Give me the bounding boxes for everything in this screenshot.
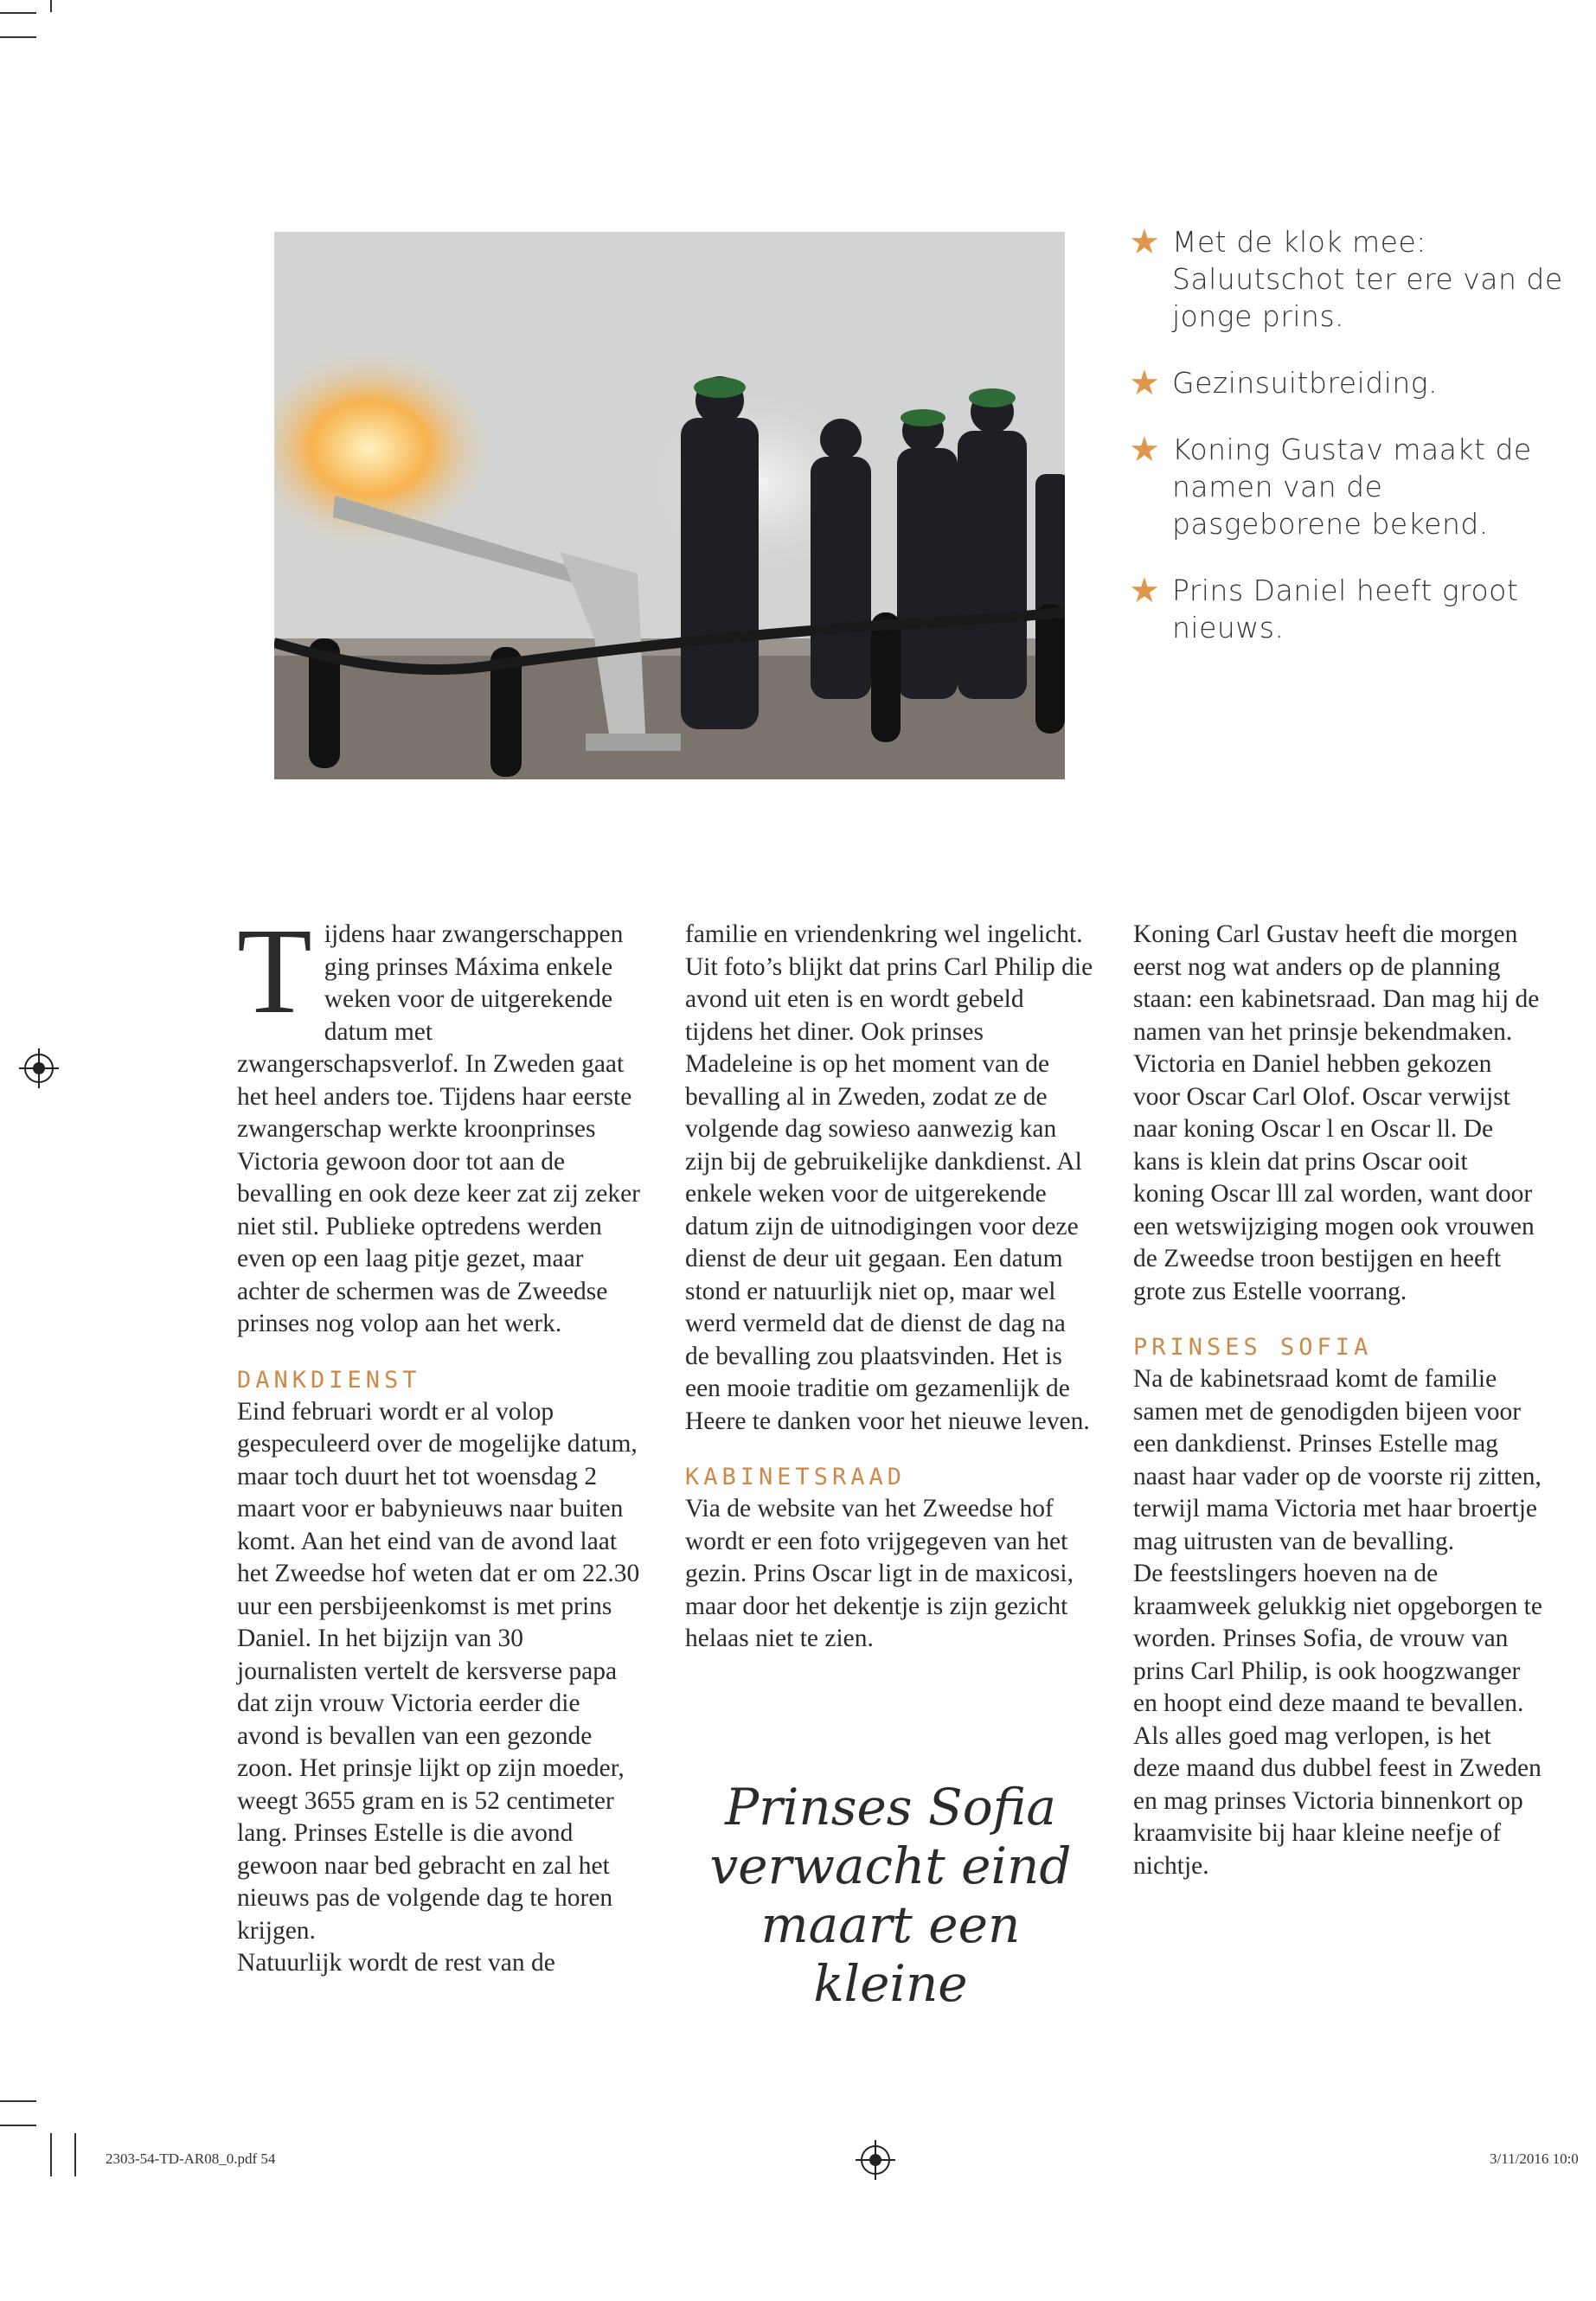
- body-paragraph: Na de kabinetsraad komt de familie samen met de genodigden bijeen voor een dankdienst. Prinses Estelle mag naast haar vader op de voorste rij zitten, terwijl mama Victoria met haar broertje mag uitrusten van de bevalling.: [1133, 1365, 1542, 1555]
- star-icon: ★: [1129, 571, 1160, 611]
- registration-mark-icon: [861, 2145, 890, 2175]
- drop-cap: T: [237, 902, 312, 1039]
- body-paragraph: Koning Carl Gustav heeft die morgen eerst nog wat anders op de planning staan: een kabinetsraad. Dan mag hij de namen van het prinsje bekendmaken. Victoria en Daniel hebben gekozen voor Oscar Carl Olof. Oscar verwijst naar koning Oscar l en Oscar ll. De kans is klein dat prins Oscar ooit koning Oscar lll zal worden, want door een wetswijziging mogen ook vrouwen de Zweedse troon bestijgen en heeft grote zus Estelle voorrang.: [1133, 920, 1540, 1305]
- footer-date-slug: 3/11/2016 10:0: [1490, 2150, 1579, 2167]
- crop-mark: [0, 36, 36, 38]
- intro-text: ijdens haar zwangerschappen ging prinses Máxima enkele weken voor de uitgerekende datum met zwangerschapsverlof. In Zweden gaat het heel anders toe. Tijdens haar eerste zwangerschap werkte kroonprinses Victoria gewoon door tot aan de bevalling en ook deze keer zat zij zeker niet stil. Publieke optredens werden even op een laag pitje gezet, maar achter de schermen was de Zweedse prinses nog volop aan het werk.: [237, 920, 641, 1337]
- body-paragraph: De feestslingers hoeven na de kraamweek gelukkig niet opgeborgen te worden. Prinses Sofia, de vrouw van prins Carl Philip, is ook hoogzwanger en hoopt eind deze maand te bevallen. Als alles goed mag verlopen, is het deze maand dus dubbel feest in Zweden en mag prinses Victoria binnenkort op kraamvisite bij haar kleine neefje of nichtje.: [1133, 1560, 1542, 1880]
- photo-saluutschot: [274, 232, 1065, 779]
- body-paragraph: Via de website van het Zweedse hof wordt er een foto vrijgegeven van het gezin. Prins Oscar ligt in de maxicosi, maar door het dekentje is zijn gezicht helaas niet te zien.: [685, 1495, 1074, 1652]
- star-icon: ★: [1129, 363, 1160, 403]
- star-icon: ★: [1129, 222, 1160, 262]
- footer-file-slug: 2303-54-TD-AR08_0.pdf 54: [106, 2150, 276, 2167]
- crop-mark: [0, 12, 36, 14]
- crop-mark: [0, 2125, 36, 2126]
- crop-mark: [74, 2133, 76, 2176]
- body-paragraph: familie en vriendenkring wel ingelicht. Uit foto’s blijkt dat prins Carl Philip die avond uit eten is en wordt gebeld tijdens het diner. Ook prinses Madeleine is op het moment van de bevalling al in Zweden, zodat ze de volgende dag sowieso aanwezig kan zijn bij de gebruikelijke dankdienst. Al enkele weken voor de uitgerekende datum zijn de uitnodigingen voor deze dienst de deur uit gegaan. Een datum stond er natuurlijk niet op, maar wel werd vermeld dat de dienst de dag na de bevalling zou plaatsvinden. Het is een mooie traditie om gezamenlijk de Heere te danken voor het nieuwe leven.: [685, 920, 1093, 1435]
- caption-item: [1129, 223, 1579, 335]
- body-paragraph: Natuurlijk wordt de rest van de: [237, 1949, 555, 1977]
- pull-quote: Prinses Sofia verwacht eind maart een kleine: [709, 1778, 1072, 2013]
- caption-item: [1129, 431, 1579, 542]
- crop-mark: [50, 2133, 52, 2176]
- section-heading-kabinetsraad: KABINETSRAAD: [685, 1464, 907, 1490]
- caption-text: Prins Daniel heeft groot nieuws.: [1172, 574, 1519, 644]
- star-icon: ★: [1129, 430, 1160, 470]
- photo-captions: [1129, 223, 1579, 676]
- article-column-3: [1133, 919, 1544, 1882]
- crop-mark: [0, 2100, 36, 2102]
- registration-mark-icon: [24, 1054, 54, 1083]
- body-paragraph: Eind februari wordt er al volop gespeculeerd over de mogelijke datum, maar toch duurt het tot woensdag 2 maart voor er babynieuws naar buiten komt. Aan het eind van de avond laat het Zweedse hof weten dat er om 22.30 uur een persbijeenkomst is met prins Daniel. In het bijzijn van 30 journalisten vertelt de kersverse papa dat zijn vrouw Victoria eerder die avond is bevallen van een gezonde zoon. Het prinsje lijkt op zijn moeder, weegt 3655 gram en is 52 centimeter lang. Prinses Estelle is die avond gewoon naar bed gebracht en zal het nieuws pas de volgende dag te horen krijgen.: [237, 1397, 640, 1945]
- caption-text: Met de klok mee: Saluutschot ter ere van de jonge prins.: [1172, 225, 1563, 333]
- caption-item: [1129, 364, 1579, 401]
- section-heading-prinses-sofia: PRINSES SOFIA: [1133, 1334, 1373, 1361]
- section-heading-dankdienst: DANKDIENST: [237, 1366, 421, 1394]
- crop-mark: [50, 0, 52, 12]
- caption-text: Gezinsuitbreiding.: [1172, 366, 1439, 400]
- caption-text: Koning Gustav maakt de namen van de pasgeborene bekend.: [1172, 433, 1532, 541]
- caption-item: [1129, 572, 1579, 646]
- article-column-1: [237, 902, 648, 1980]
- intro-paragraph: [237, 902, 648, 1341]
- article-column-2: [685, 919, 1096, 1656]
